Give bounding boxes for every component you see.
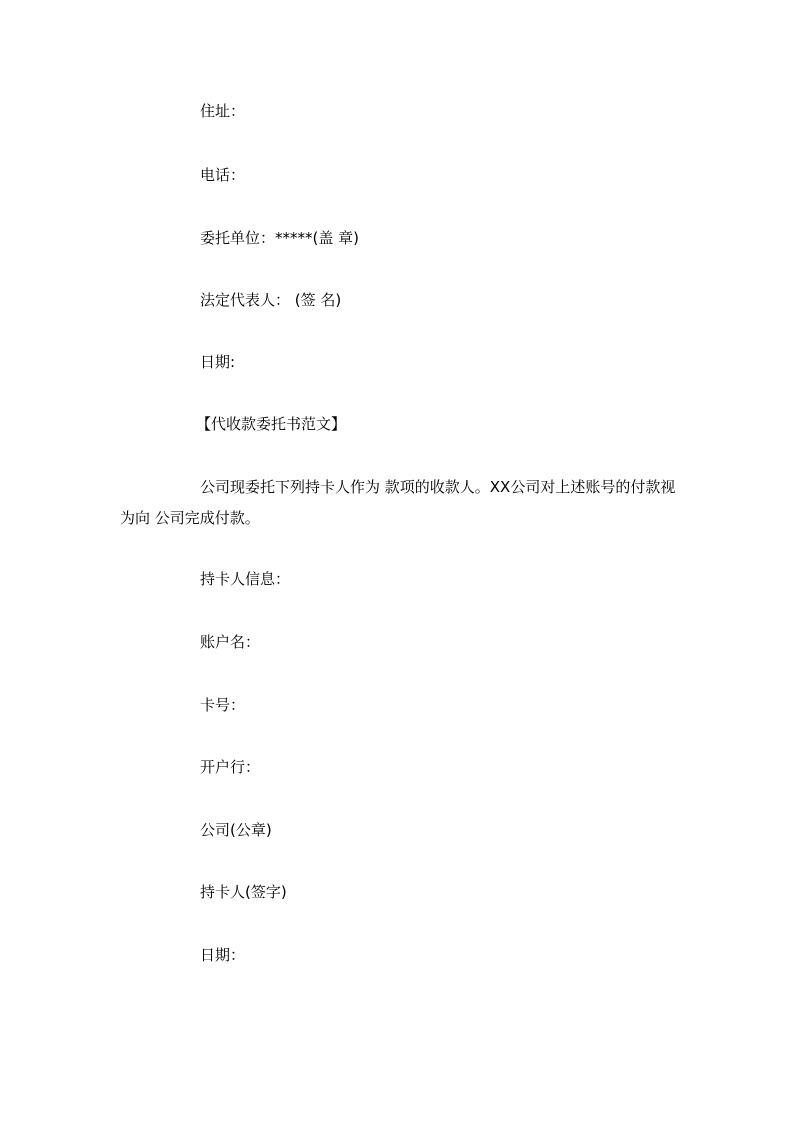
cardholder-info-line: 持卡人信息： [200,570,291,588]
date-line-2: 日期： [200,946,246,964]
cardholder-signature-line: 持卡人(签字) [200,883,287,901]
card-number-line: 卡号： [200,696,246,714]
body-paragraph-text: 公司现委托下列持卡人作为 款项的收款人。XX公司对上述账号的付款视为向 公司完成付款。 [120,478,676,527]
account-name-line: 账户名： [200,633,261,651]
phone-line: 电话： [200,166,246,184]
date-line: 日期: [200,353,236,371]
body-paragraph [120,472,680,534]
section-title: 【代收款委托书范文】 [196,415,347,433]
legal-representative-line: 法定代表人： (签 名) [200,291,342,309]
company-seal-line: 公司(公章) [200,821,272,839]
bank-line: 开户行： [200,758,261,776]
entrusting-unit-line: 委托单位：*****(盖 章) [200,229,359,247]
address-line: 住址： [200,102,246,120]
